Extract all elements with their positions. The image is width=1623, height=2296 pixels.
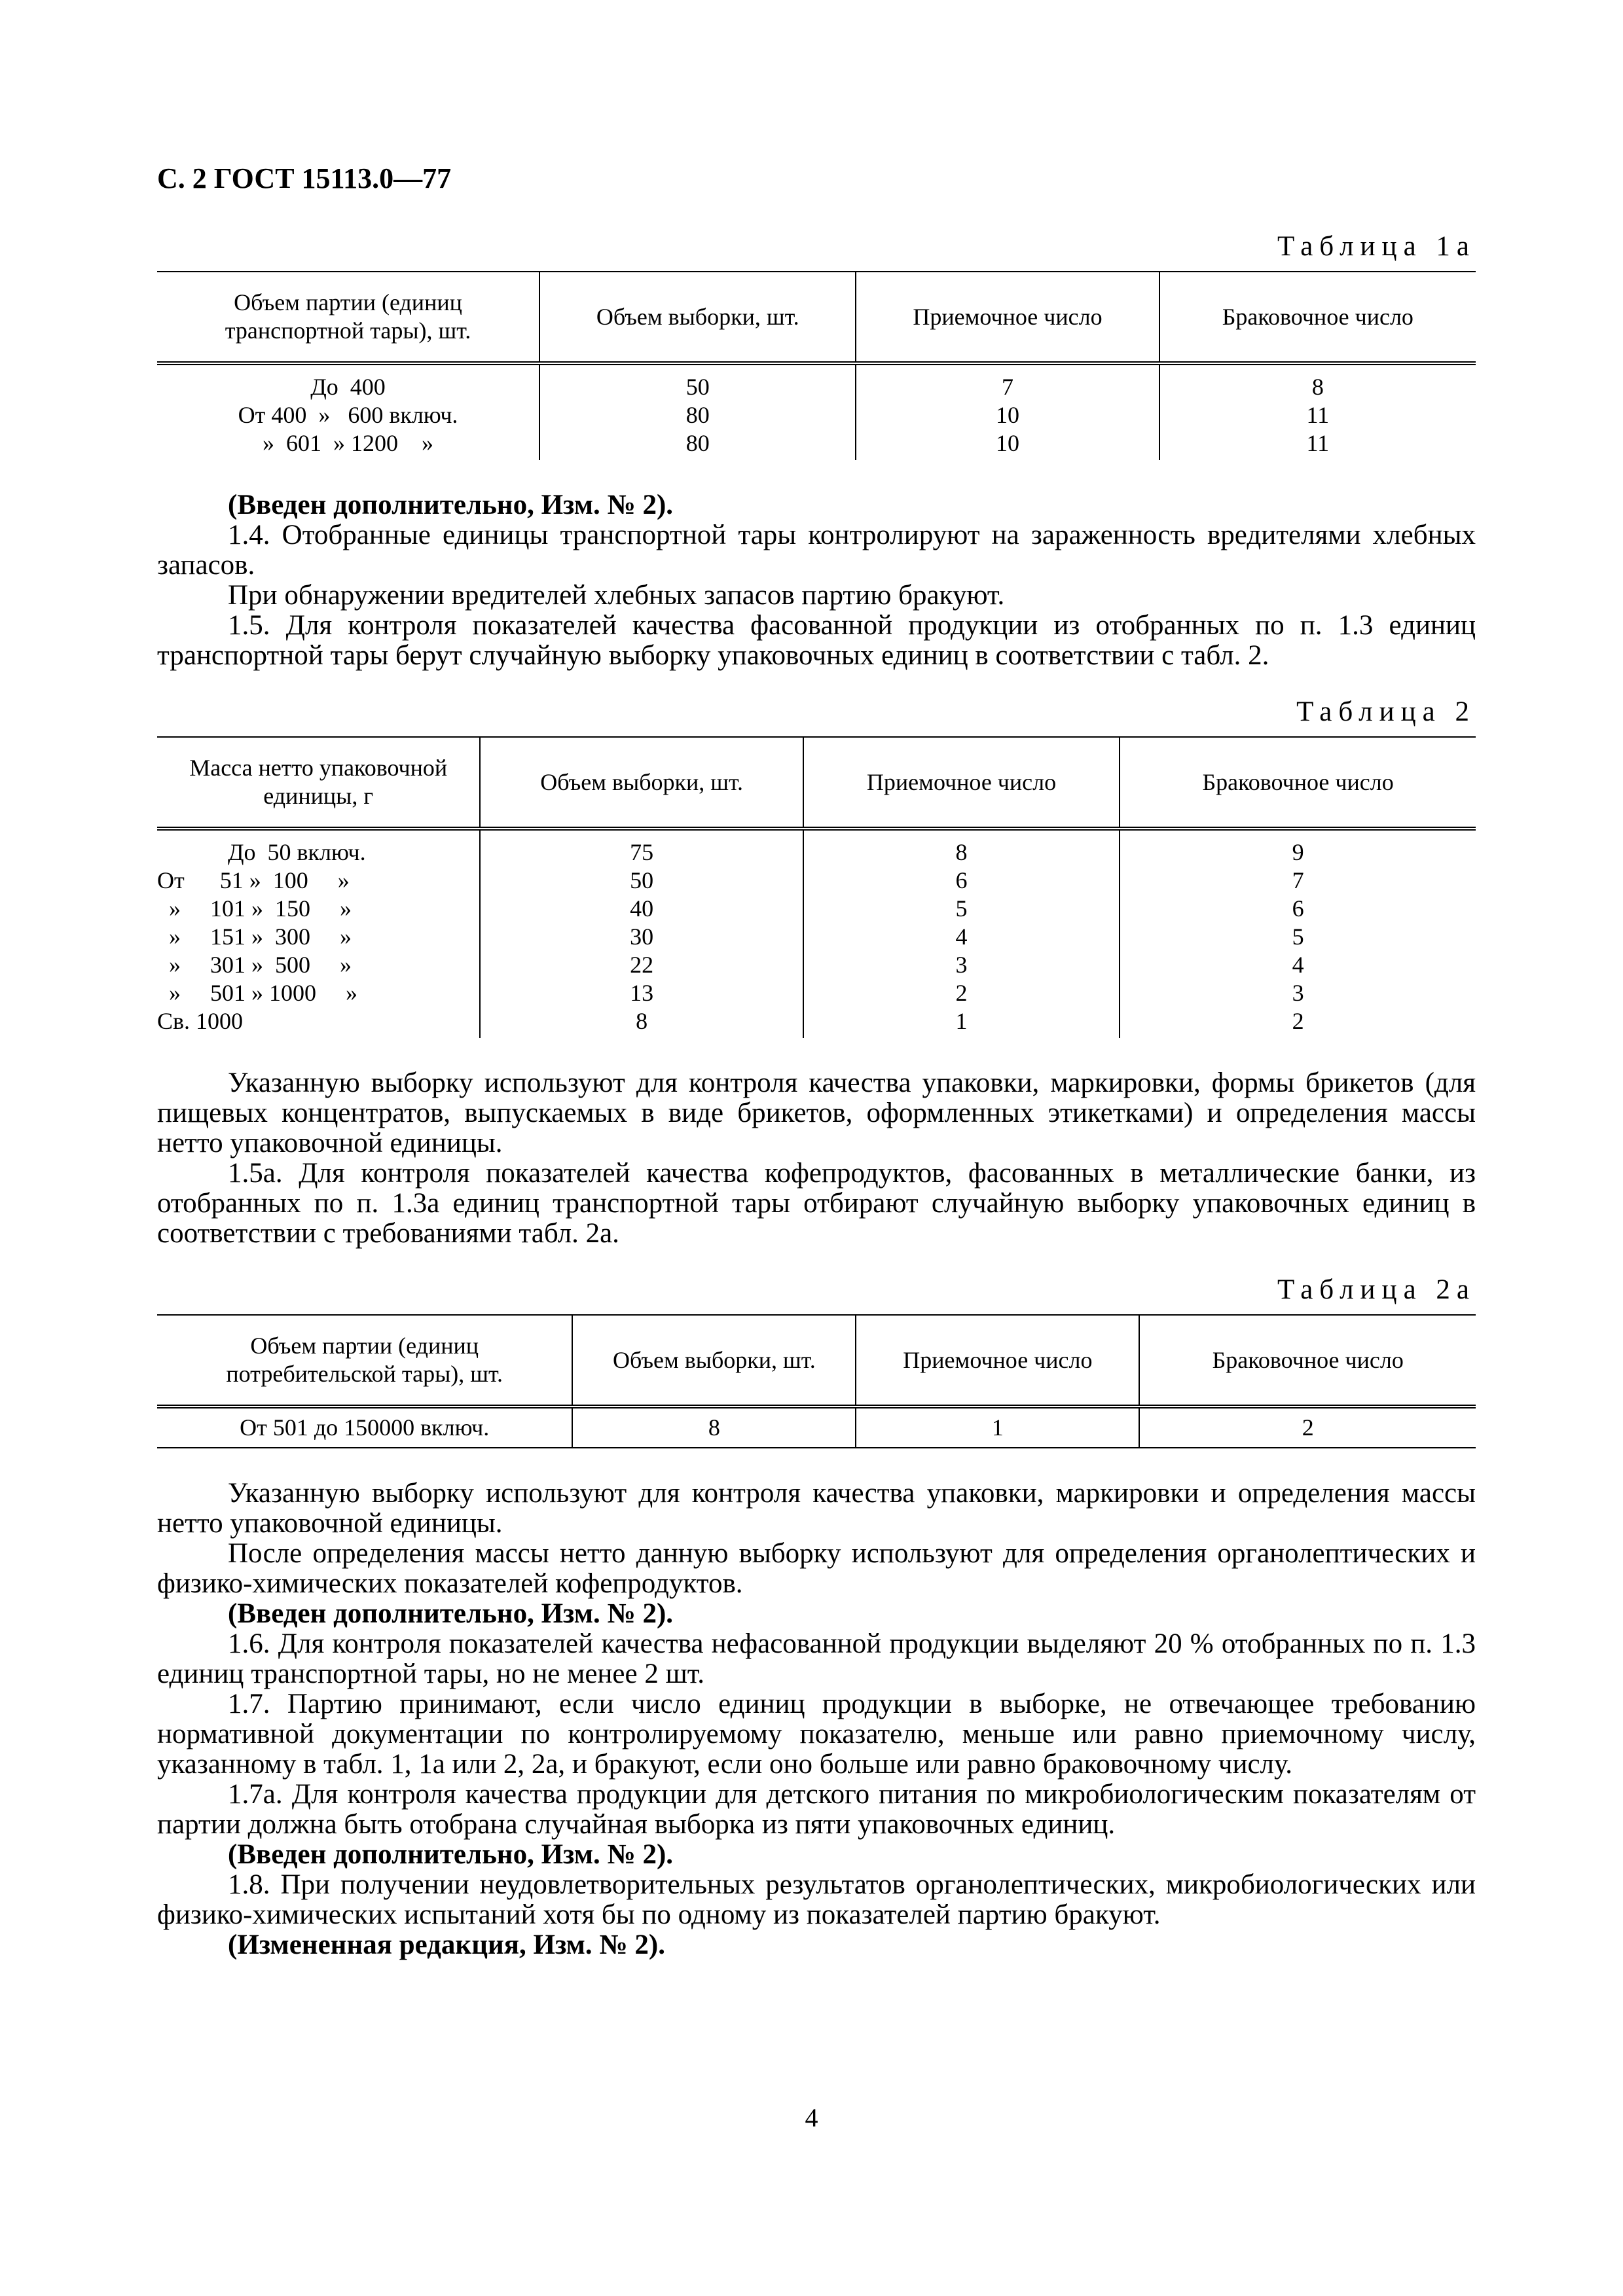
table-header-cell: Объем партии (единиц потребительской тары), шт. <box>157 1315 572 1407</box>
amendment-note: (Введен дополнительно, Изм. № 2). <box>228 490 674 520</box>
table-cell: 8 <box>803 829 1120 867</box>
table-1a <box>157 271 1476 460</box>
table-cell: До 50 включ. <box>157 839 366 865</box>
table-cell: 13 <box>480 979 803 1007</box>
table-cell: 1 <box>856 1407 1139 1448</box>
paragraph-1-5a: 1.5а. Для контроля показателей качества кофепродуктов, фасованных в металлические банки, из отобранных по п. 1.3а единиц транспортной тары отбирают случайную выборку упаковочных единиц в соответствии с требованиями табл. 2а. <box>157 1158 1476 1249</box>
table-header-cell: Объем партии (единиц транспортной тары), шт. <box>157 272 539 363</box>
table-cell: 1 <box>803 1007 1120 1038</box>
table-cell: 11 <box>1159 401 1476 429</box>
table-1a-caption: Таблица 1а <box>1277 231 1476 262</box>
table-cell: 3 <box>1120 979 1476 1007</box>
table-cell: 5 <box>1120 923 1476 951</box>
table-cell: 8 <box>572 1407 856 1448</box>
table-cell: 7 <box>1120 867 1476 895</box>
amendment-note: (Введен дополнительно, Изм. № 2). <box>228 1598 674 1629</box>
table-2a-caption: Таблица 2а <box>1277 1274 1476 1305</box>
table-cell: 11 <box>1159 429 1476 460</box>
table-cell: 80 <box>539 401 856 429</box>
table-header-cell: Браковочное число <box>1139 1315 1476 1407</box>
table-cell: 7 <box>856 363 1159 401</box>
table-row <box>157 979 1476 1007</box>
table-cell: 50 <box>480 867 803 895</box>
table-header-cell: Приемочное число <box>856 1315 1139 1407</box>
table-cell: 10 <box>856 401 1159 429</box>
amendment-note: (Введен дополнительно, Изм. № 2). <box>228 1839 674 1870</box>
table-cell: От 400 » 600 включ. <box>238 402 458 428</box>
table-cell: Св. 1000 <box>157 1008 244 1034</box>
table-cell: 5 <box>803 895 1120 923</box>
table-cell: 2 <box>1120 1007 1476 1038</box>
table-cell: 40 <box>480 895 803 923</box>
table-cell: » 301 » 500 » <box>157 952 352 978</box>
table-header-cell: Объем выборки, шт. <box>572 1315 856 1407</box>
table-cell: » 501 » 1000 » <box>157 980 357 1006</box>
page-header: С. 2 ГОСТ 15113.0—77 <box>157 162 452 194</box>
table-cell: 9 <box>1120 829 1476 867</box>
table-cell: 2 <box>1139 1407 1476 1448</box>
table-row <box>157 829 1476 867</box>
table-row <box>157 1007 1476 1038</box>
table-row <box>157 923 1476 951</box>
table-header-cell: Браковочное число <box>1120 737 1476 829</box>
table-cell: 4 <box>803 923 1120 951</box>
paragraph-2a-note-1: Указанную выборку используют для контроля качества упаковки, маркировки и определения массы нетто упаковочной единицы. <box>157 1478 1476 1539</box>
table-cell: » 101 » 150 » <box>157 895 352 922</box>
table-row <box>157 867 1476 895</box>
paragraph-1-7: 1.7. Партию принимают, если число единиц продукции в выборке, не отвечающее требованию нормативной документации по контролируемому показателю, меньше или равно приемочному числу, указанному в табл. 1, 1а или 2, 2а, и бракуют, если оно больше или равно браковочному числу. <box>157 1689 1476 1780</box>
table-cell: 2 <box>803 979 1120 1007</box>
paragraph-2a-note-2: После определения массы нетто данную выборку используют для определения органолептических и физико-химических показателей кофепродуктов. <box>157 1538 1476 1599</box>
table-header-cell: Браковочное число <box>1159 272 1476 363</box>
table-header-cell: Масса нетто упаковочной единицы, г <box>157 737 480 829</box>
table-cell: 75 <box>480 829 803 867</box>
paragraph-1-4: 1.4. Отобранные единицы транспортной тары контролируют на зараженность вредителями хлебных запасов. <box>157 520 1476 581</box>
table-cell: 6 <box>803 867 1120 895</box>
table-row <box>157 429 1476 460</box>
amendment-note: (Измененная редакция, Изм. № 2). <box>228 1929 665 1960</box>
table-cell: От 51 » 100 » <box>157 867 350 893</box>
table-cell: 30 <box>480 923 803 951</box>
table-row <box>157 1407 1476 1448</box>
table-header-cell: Объем выборки, шт. <box>480 737 803 829</box>
table-cell: 80 <box>539 429 856 460</box>
page-number: 4 <box>805 2103 818 2132</box>
table-header-cell: Приемочное число <box>803 737 1120 829</box>
table-row <box>157 951 1476 979</box>
paragraph-1-6: 1.6. Для контроля показателей качества нефасованной продукции выделяют 20 % отобранных по п. 1.3 единиц транспортной тары, но не менее 2 шт. <box>157 1628 1476 1689</box>
table-cell: 22 <box>480 951 803 979</box>
table-cell: 6 <box>1120 895 1476 923</box>
table-2 <box>157 736 1476 1038</box>
table-cell: 3 <box>803 951 1120 979</box>
table-cell: От 501 до 150000 включ. <box>157 1407 572 1448</box>
table-row <box>157 363 1476 401</box>
document-page <box>157 164 1476 1960</box>
table-cell: 8 <box>1159 363 1476 401</box>
table-cell: 8 <box>480 1007 803 1038</box>
table-cell: 4 <box>1120 951 1476 979</box>
table-2-caption: Таблица 2 <box>1296 696 1476 727</box>
paragraph-1-5: 1.5. Для контроля показателей качества фасованной продукции из отобранных по п. 1.3 единиц транспортной тары берут случайную выборку упаковочных единиц в соответствии с табл. 2. <box>157 610 1476 671</box>
paragraph-1-7a: 1.7а. Для контроля качества продукции для детского питания по микробиологическим показателям от партии должна быть отобрана случайная выборка из пяти упаковочных единиц. <box>157 1779 1476 1840</box>
table-row <box>157 895 1476 923</box>
table-cell: 50 <box>539 363 856 401</box>
paragraph-1-8: 1.8. При получении неудовлетворительных результатов органолептических, микробиологических или физико-химических испытаний хотя бы по одному из показателей партию бракуют. <box>157 1869 1476 1930</box>
table-cell: До 400 <box>310 374 386 400</box>
table-cell: 10 <box>856 429 1159 460</box>
table-cell: » 601 » 1200 » <box>263 430 434 456</box>
table-row <box>157 401 1476 429</box>
table-cell: » 151 » 300 » <box>157 924 352 950</box>
table-header-cell: Приемочное число <box>856 272 1159 363</box>
paragraph-1-5-note: Указанную выборку используют для контроля качества упаковки, маркировки, формы брикетов (для пищевых концентратов, выпускаемых в виде брикетов, оформленных этикетками) и определения массы нетто упаковочной единицы. <box>157 1067 1476 1158</box>
table-header-cell: Объем выборки, шт. <box>539 272 856 363</box>
table-2a <box>157 1314 1476 1448</box>
paragraph-1-4-b: При обнаружении вредителей хлебных запасов партию бракуют. <box>228 580 1005 611</box>
